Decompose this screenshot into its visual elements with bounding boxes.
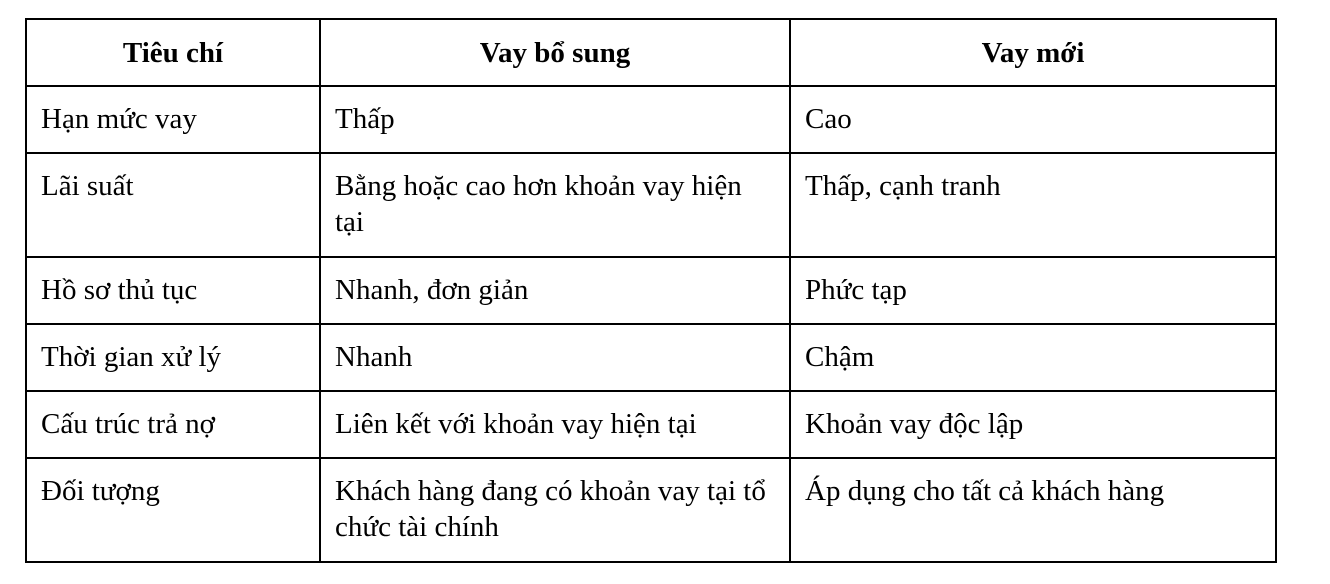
header-additional-loan: Vay bổ sung <box>320 19 790 86</box>
row-new-loan-cell: Chậm <box>790 324 1276 391</box>
row-criteria-cell: Cấu trúc trả nợ <box>26 391 320 458</box>
row-new-loan-cell: Cao <box>790 86 1276 153</box>
row-additional-loan-cell: Thấp <box>320 86 790 153</box>
row-criteria-cell: Thời gian xử lý <box>26 324 320 391</box>
row-additional-loan-cell: Nhanh, đơn giản <box>320 257 790 324</box>
row-new-loan-cell: Khoản vay độc lập <box>790 391 1276 458</box>
row-new-loan-cell: Phức tạp <box>790 257 1276 324</box>
row-criteria-cell: Đối tượng <box>26 458 320 562</box>
table-row <box>26 153 1276 257</box>
table-row <box>26 257 1276 324</box>
table-header-row <box>26 19 1276 86</box>
table-row <box>26 86 1276 153</box>
row-criteria-cell: Hạn mức vay <box>26 86 320 153</box>
header-new-loan: Vay mới <box>790 19 1276 86</box>
row-criteria-cell: Lãi suất <box>26 153 320 257</box>
comparison-table <box>25 18 1277 563</box>
table-row <box>26 458 1276 562</box>
row-criteria-cell: Hồ sơ thủ tục <box>26 257 320 324</box>
table-row <box>26 324 1276 391</box>
header-criteria: Tiêu chí <box>26 19 320 86</box>
row-new-loan-cell: Thấp, cạnh tranh <box>790 153 1276 257</box>
row-additional-loan-cell: Bằng hoặc cao hơn khoản vay hiện tại <box>320 153 790 257</box>
row-additional-loan-cell: Khách hàng đang có khoản vay tại tổ chức tài chính <box>320 458 790 562</box>
row-additional-loan-cell: Liên kết với khoản vay hiện tại <box>320 391 790 458</box>
table-row <box>26 391 1276 458</box>
row-additional-loan-cell: Nhanh <box>320 324 790 391</box>
row-new-loan-cell: Áp dụng cho tất cả khách hàng <box>790 458 1276 562</box>
